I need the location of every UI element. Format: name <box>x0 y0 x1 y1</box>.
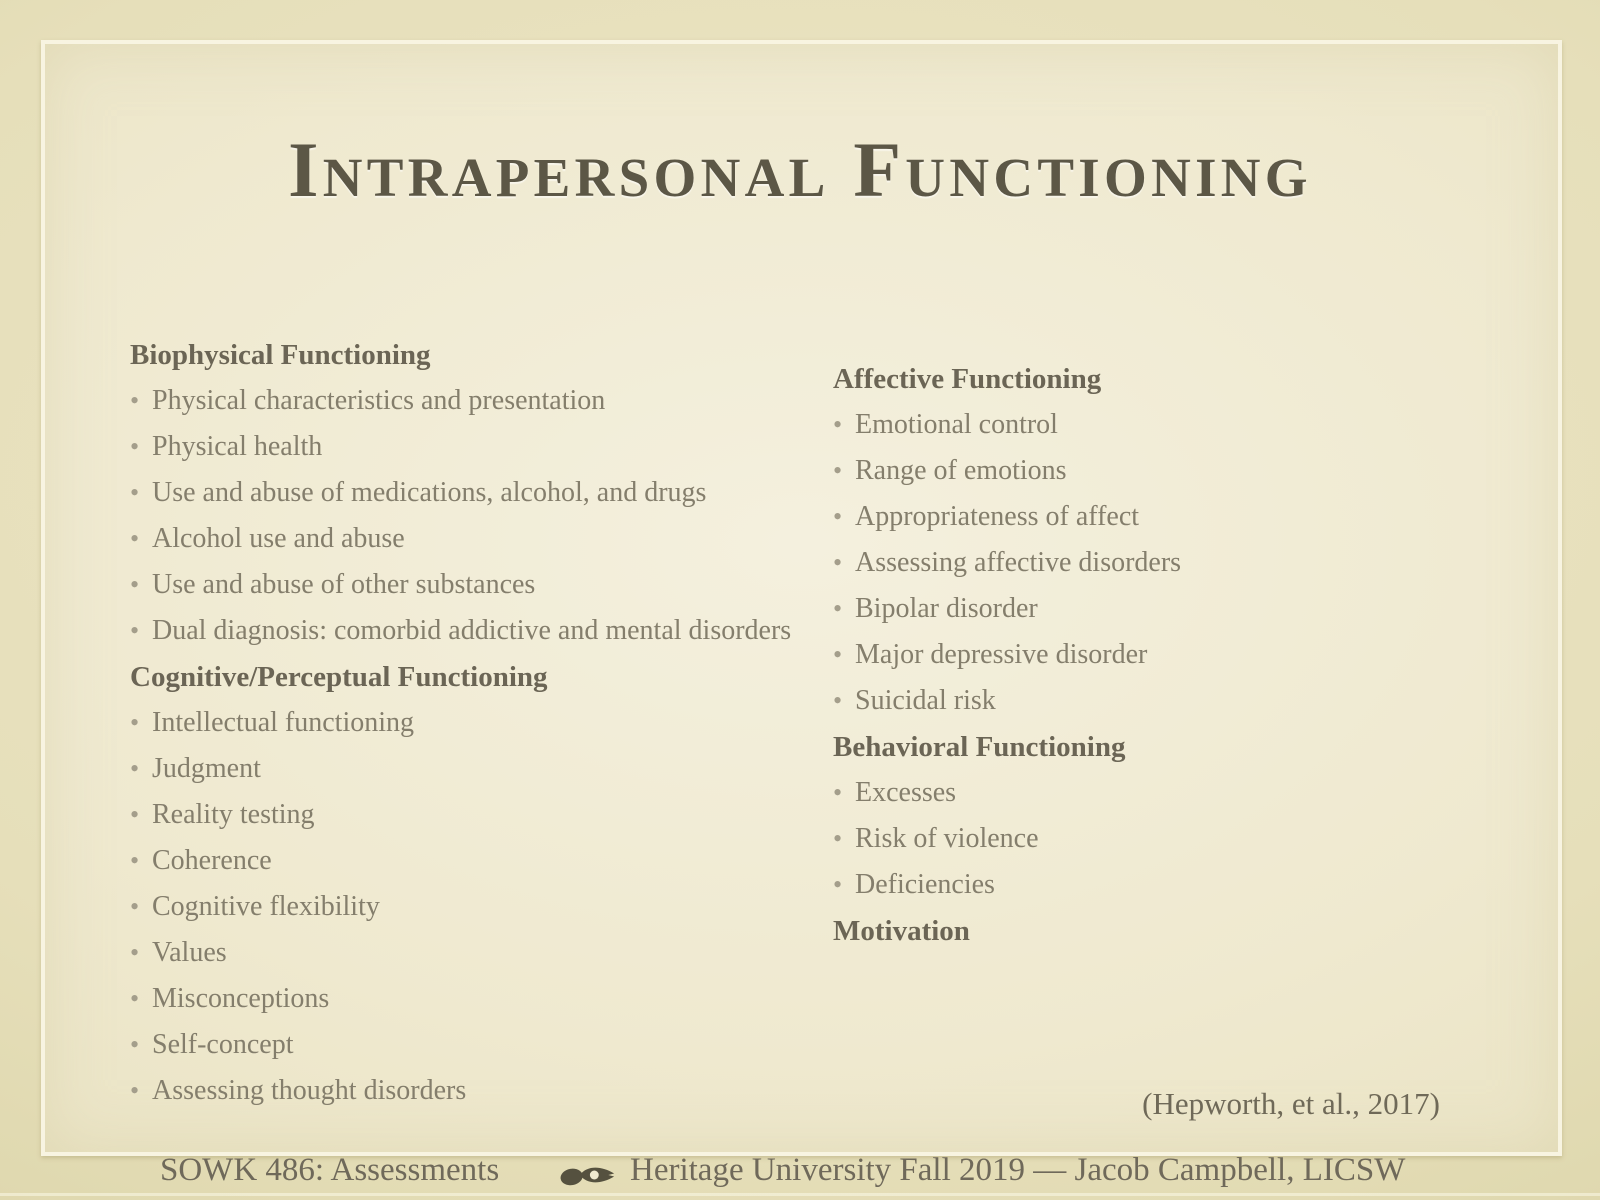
bullet-item <box>130 930 830 976</box>
bullet-item-label: Bipolar disorder <box>855 593 1038 624</box>
bullet-item-label: Dual diagnosis: comorbid addictive and mental disorders <box>152 615 792 646</box>
footer-course-label: SOWK 486: Assessments <box>160 1152 500 1188</box>
bullet-icon: • <box>833 410 843 439</box>
bullet-item <box>130 1022 830 1068</box>
bullet-icon: • <box>833 870 843 899</box>
bullet-item <box>833 632 1533 678</box>
bullet-icon: • <box>833 502 843 531</box>
bullet-item-label: Physical characteristics and presentation <box>152 385 606 416</box>
bullet-icon: • <box>130 386 140 415</box>
slide-title: Intrapersonal Functioning <box>288 126 1312 214</box>
bullet-icon: • <box>833 686 843 715</box>
bullet-item-label: Assessing thought disorders <box>152 1075 467 1106</box>
bullet-item <box>833 494 1533 540</box>
bullet-item-label: Intellectual functioning <box>152 707 415 738</box>
bullet-icon: • <box>130 478 140 507</box>
left-column <box>130 332 830 1114</box>
bullet-item-label: Reality testing <box>152 799 315 830</box>
bullet-icon: • <box>130 984 140 1013</box>
bullet-item-label: Judgment <box>152 753 261 784</box>
bullet-item-label: Emotional control <box>855 409 1058 440</box>
bullet-icon: • <box>130 570 140 599</box>
bullet-icon: • <box>130 846 140 875</box>
bullet-item-label: Major depressive disorder <box>855 639 1148 670</box>
bullet-item-label: Use and abuse of other substances <box>152 569 536 600</box>
bullet-item <box>130 838 830 884</box>
bullet-item <box>130 608 830 654</box>
bullet-item <box>130 976 830 1022</box>
bullet-item <box>130 378 830 424</box>
bullet-item-label: Alcohol use and abuse <box>152 523 405 554</box>
bullet-item-label: Deficiencies <box>855 869 995 900</box>
bullet-icon: • <box>833 778 843 807</box>
bullet-item <box>130 424 830 470</box>
bullet-icon: • <box>833 824 843 853</box>
bullet-item-label: Suicidal risk <box>855 685 996 716</box>
bullet-item-label: Use and abuse of medications, alcohol, and drugs <box>152 477 707 508</box>
bullet-item <box>833 586 1533 632</box>
bullet-item-label: Values <box>152 937 227 968</box>
bottom-edge-highlight <box>0 1193 1600 1196</box>
bullet-item <box>130 562 830 608</box>
bullet-item-label: Assessing affective disorders <box>855 547 1182 578</box>
bullet-icon: • <box>130 432 140 461</box>
citation: (Hepworth, et al., 2017) <box>1142 1086 1440 1121</box>
bullet-item-label: Excesses <box>855 777 957 808</box>
section-heading: Biophysical Functioning <box>130 339 431 371</box>
bullet-item <box>833 402 1533 448</box>
bullet-item <box>130 470 830 516</box>
bullet-item <box>833 862 1533 908</box>
fleuron-ornament-icon <box>560 1160 618 1190</box>
section-heading: Motivation <box>833 915 970 947</box>
bullet-item <box>130 746 830 792</box>
bullet-item <box>130 884 830 930</box>
bullet-item <box>833 448 1533 494</box>
bullet-icon: • <box>833 456 843 485</box>
bullet-icon: • <box>833 548 843 577</box>
bullet-icon: • <box>130 1076 140 1105</box>
bullet-icon: • <box>130 754 140 783</box>
bullet-item <box>130 1068 830 1114</box>
bullet-icon: • <box>130 1030 140 1059</box>
bullet-item-label: Physical health <box>152 431 323 462</box>
right-column <box>833 356 1533 954</box>
bullet-item-label: Cognitive flexibility <box>152 891 380 922</box>
bullet-icon: • <box>833 594 843 623</box>
bullet-icon: • <box>130 616 140 645</box>
bullet-icon: • <box>833 640 843 669</box>
bullet-icon: • <box>130 524 140 553</box>
bullet-item <box>833 678 1533 724</box>
bullet-item-label: Misconceptions <box>152 983 330 1014</box>
bullet-icon: • <box>130 892 140 921</box>
bullet-item-label: Appropriateness of affect <box>855 501 1140 532</box>
bullet-item <box>130 700 830 746</box>
bullet-item <box>130 516 830 562</box>
bullet-icon: • <box>130 800 140 829</box>
bullet-item <box>833 816 1533 862</box>
footer-info-label: Heritage University Fall 2019 — Jacob Campbell, LICSW <box>630 1152 1406 1188</box>
bullet-item-label: Risk of violence <box>855 823 1039 854</box>
bullet-icon: • <box>130 708 140 737</box>
bullet-item <box>833 770 1533 816</box>
bullet-item <box>833 540 1533 586</box>
section-heading: Cognitive/Perceptual Functioning <box>130 661 548 693</box>
section-heading: Affective Functioning <box>833 363 1102 395</box>
section-heading: Behavioral Functioning <box>833 731 1126 763</box>
bullet-icon: • <box>130 938 140 967</box>
bullet-item-label: Coherence <box>152 845 272 876</box>
bullet-item <box>130 792 830 838</box>
bullet-item-label: Self-concept <box>152 1029 294 1060</box>
bullet-item-label: Range of emotions <box>855 455 1067 486</box>
